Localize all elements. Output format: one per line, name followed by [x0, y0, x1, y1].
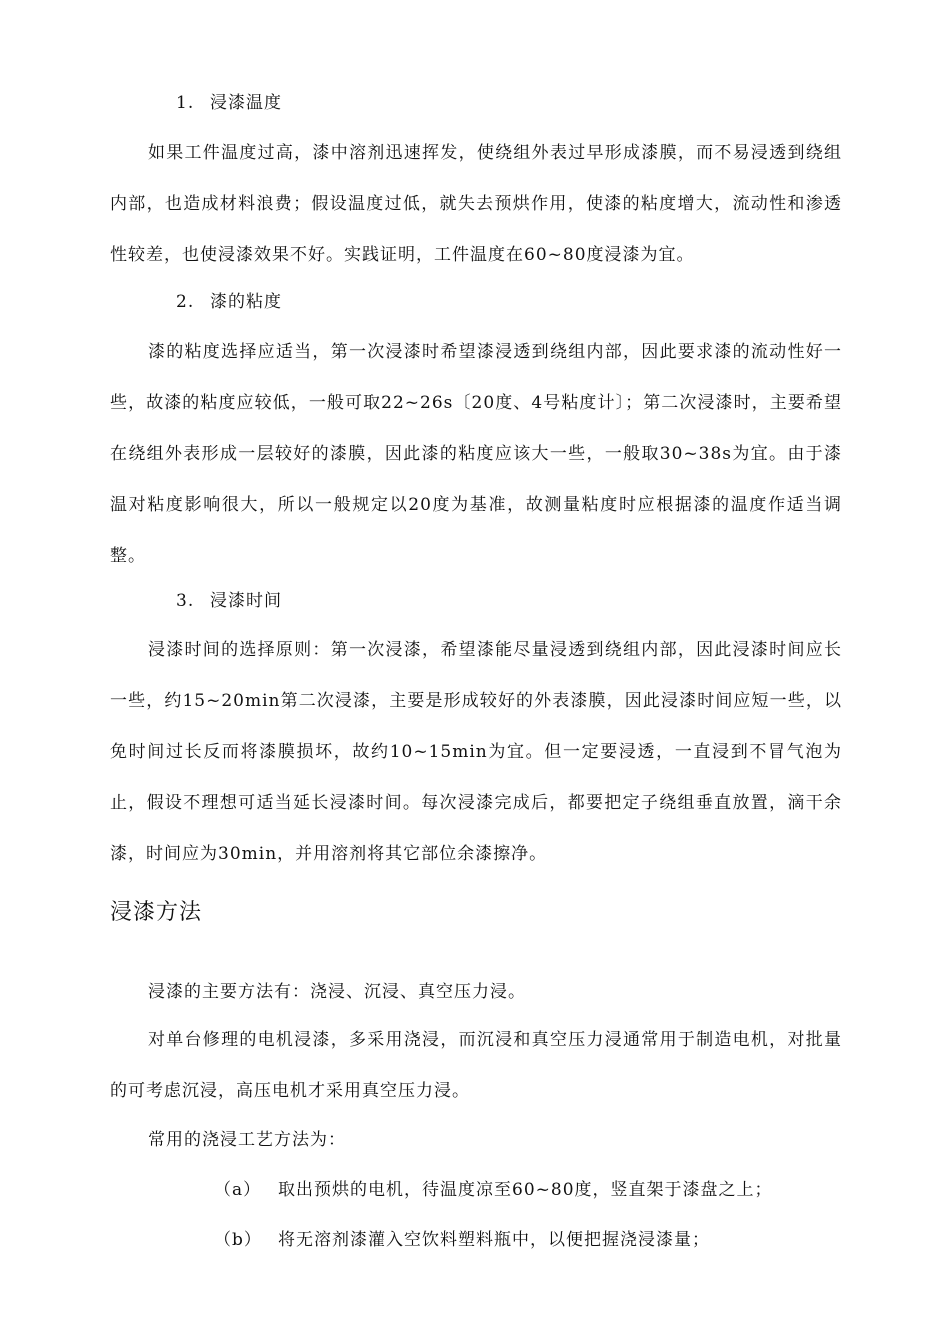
section-heading-temperature — [176, 91, 282, 115]
process-step-a — [214, 1178, 773, 1202]
process-intro: 常用的浇浸工艺方法为： — [148, 1130, 346, 1150]
section-number: 1. — [176, 93, 195, 113]
step-label: （b） — [214, 1230, 262, 1250]
paragraph-viscosity: 漆的粘度选择应适当，第一次浸漆时希望漆浸透到绕组内部，因此要求漆的流动性好一些，故漆的粘度应较低，一般可取22~26s〔20度、4号粘度计〕；第二次浸漆时，主要希望在绕组外表形成一层较好的漆膜，因此漆的粘度应该大一些，一般取30~38s为宜。由于漆温对粘度影响很大，所以一般规定以20度为基准，故测量粘度时应根据漆的温度作适当调整。 — [110, 342, 842, 566]
step-text: 将无溶剂漆灌入空饮料塑料瓶中，以便把握浇浸漆量； — [278, 1230, 710, 1250]
section-heading-time — [176, 589, 282, 613]
step-text: 取出预烘的电机，待温度凉至60~80度，竖直架于漆盘之上； — [278, 1180, 773, 1200]
section-number: 3. — [176, 591, 195, 611]
method-intro: 浸漆的主要方法有：浇浸、沉浸、真空压力浸。 — [148, 982, 526, 1002]
section-number: 2. — [176, 292, 195, 312]
method-usage: 对单台修理的电机浸漆，多采用浇浸，而沉浸和真空压力浸通常用于制造电机，对批量的可考虑沉浸，高压电机才采用真空压力浸。 — [110, 1030, 842, 1101]
step-label: （a） — [214, 1180, 262, 1200]
section-heading-viscosity — [176, 290, 282, 314]
section-title: 漆的粘度 — [210, 292, 282, 312]
paragraph-temperature: 如果工件温度过高，漆中溶剂迅速挥发，使绕组外表过早形成漆膜，而不易浸透到绕组内部，也造成材料浪费；假设温度过低，就失去预烘作用，使漆的粘度增大，流动性和渗透性较差，也使浸漆效果不好。实践证明，工件温度在60~80度浸漆为宜。 — [110, 143, 842, 265]
section-title: 浸漆时间 — [210, 591, 282, 611]
process-step-b — [214, 1228, 710, 1252]
section-title: 浸漆温度 — [210, 93, 282, 113]
paragraph-time: 浸漆时间的选择原则：第一次浸漆，希望漆能尽量浸透到绕组内部，因此浸漆时间应长一些，约15~20min第二次浸漆，主要是形成较好的外表漆膜，因此浸漆时间应短一些，以免时间过长反而将漆膜损坏，故约10~15min为宜。但一定要浸透，一直浸到不冒气泡为止，假设不理想可适当延长浸漆时间。每次浸漆完成后，都要把定子绕组垂直放置，滴干余漆，时间应为30min，并用溶剂将其它部位余漆擦净。 — [110, 640, 842, 864]
heading-dip-method: 浸漆方法 — [110, 900, 203, 925]
